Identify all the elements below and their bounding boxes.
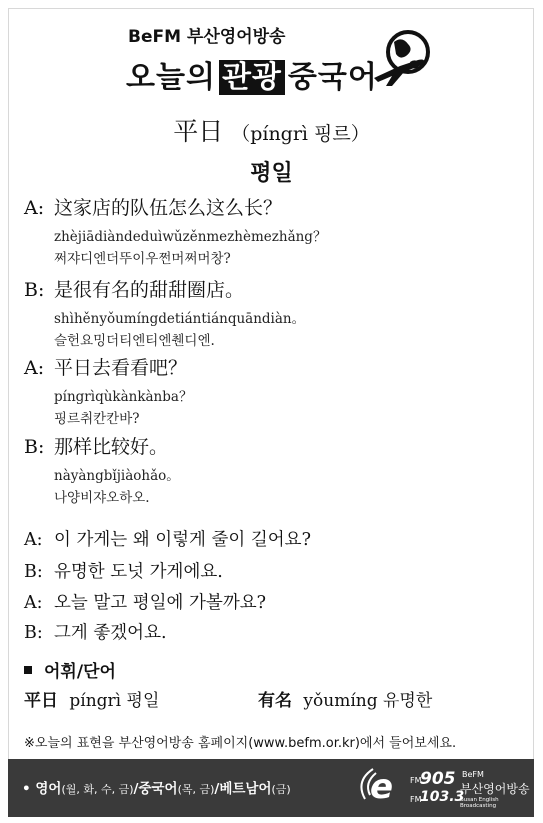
vocab-heading-text: 어휘/단어 <box>44 662 116 682</box>
logo-e-mark: e <box>370 767 394 807</box>
schedule-lang-chinese: /중국어 <box>133 781 178 797</box>
pronunciation-line: 핑르취칸칸바? <box>54 411 140 427</box>
pinyin-line: píngrìqùkànkànba？ <box>54 389 193 405</box>
pronunciation-line: 쩌쟈디엔더뚜이우쩐머쩌머창? <box>54 251 231 267</box>
speaker-label: B: <box>24 279 45 301</box>
bullet: • <box>22 781 31 797</box>
translation-line <box>24 619 167 644</box>
translation-line <box>24 526 311 551</box>
pronunciation-line: 슬헌요밍더티엔티엔췐디엔. <box>54 333 215 349</box>
speaker-label: A: <box>24 357 45 379</box>
speaker-label: B: <box>24 623 43 643</box>
chinese-sentence: 平日去看看吧？ <box>54 357 188 379</box>
square-bullet-icon <box>24 666 32 674</box>
logo-frequency-1: 905 <box>420 769 456 789</box>
schedule-lang-vietnamese: /베트남어 <box>214 781 272 797</box>
translation-text: 그게 좋겠어요. <box>54 623 167 643</box>
logo-frequency-2: 103.3 <box>420 789 465 805</box>
dialogue-line <box>24 193 282 220</box>
show-title-post: 중국어 <box>287 60 378 95</box>
vocab-word: 有名 <box>258 691 292 711</box>
broadcast-schedule <box>22 777 291 797</box>
vocab-meaning: 평일 <box>126 691 160 711</box>
translation-text: 이 가게는 왜 이렇게 줄이 길어요? <box>54 530 311 550</box>
lesson-pinyin: （píngrì 핑르） <box>231 123 370 145</box>
translation-line <box>24 589 266 614</box>
dialogue-item <box>24 432 180 506</box>
show-title-pre: 오늘의 <box>126 60 216 95</box>
chinese-sentence: 那样比较好。 <box>54 436 169 458</box>
dialogue-line <box>24 275 244 302</box>
lesson-title <box>0 112 543 148</box>
translation-text: 오늘 말고 평일에 가볼까요? <box>54 593 267 613</box>
chinese-sentence: 这家店的队伍怎么这么长？ <box>54 197 283 219</box>
header <box>0 14 543 99</box>
schedule-days-chinese: (목, 금) <box>177 783 215 796</box>
schedule-days-english: (월, 화, 수, 금) <box>61 783 134 796</box>
speaker-label: B: <box>24 562 43 582</box>
logo-fm: FM <box>410 776 422 785</box>
logo-befm: BeFM <box>462 770 484 779</box>
show-title-box: 관광 <box>219 60 285 95</box>
brand-name: BeFM 부산영어방송 <box>128 27 286 47</box>
translation-text: 유명한 도넛 가게에요. <box>54 562 223 582</box>
pinyin-line: shìhěnyǒumíngdetiántiánquāndiàn。 <box>54 311 306 327</box>
schedule-days-vietnamese: (금) <box>271 783 291 796</box>
dialogue-item <box>24 353 193 427</box>
dialogue-item <box>24 275 306 349</box>
lesson-korean: 평일 <box>250 161 293 186</box>
pinyin-line: zhèjiādiàndeduìwǔzěnmezhèmezhǎng？ <box>54 229 327 245</box>
vocab-heading <box>24 657 116 682</box>
logo-fm: FM <box>410 795 422 804</box>
logo-station-name-en: Busan English Broadcasting <box>460 797 499 809</box>
chinese-sentence: 是很有名的甜甜圈店。 <box>54 279 245 301</box>
speaker-label: A: <box>24 530 43 550</box>
befm-logo <box>360 765 530 811</box>
show-title <box>126 52 378 96</box>
vocab-meaning: 유명한 <box>383 691 433 711</box>
pronunciation-line: 나양비쟈오하오. <box>54 490 150 506</box>
translation-line <box>24 558 223 583</box>
footer-bar <box>8 759 534 817</box>
vocab-item <box>24 686 159 711</box>
vocab-word: 平日 <box>24 691 58 711</box>
vocab-item <box>258 686 432 711</box>
logo-station-name: 부산영어방송 <box>460 782 530 796</box>
website-note: ※오늘의 표현을 부산영어방송 홈페이지(www.befm.or.kr)에서 들어보세요. <box>24 736 457 751</box>
speaker-label: A: <box>24 593 43 613</box>
speaker-label: A: <box>24 197 45 219</box>
vocab-pinyin: píngrì <box>69 691 122 711</box>
dialogue-item <box>24 193 327 267</box>
dialogue-line <box>24 432 168 459</box>
speaker-label: B: <box>24 436 45 458</box>
pinyin-line: nàyàngbǐjiàohǎo。 <box>54 468 180 484</box>
schedule-lang-english: 영어 <box>35 781 62 797</box>
globe-airplane-icon <box>370 26 440 90</box>
dialogue-line <box>24 353 187 380</box>
vocab-pinyin: yǒumíng <box>303 691 378 711</box>
lesson-chinese: 平日 <box>173 117 224 146</box>
